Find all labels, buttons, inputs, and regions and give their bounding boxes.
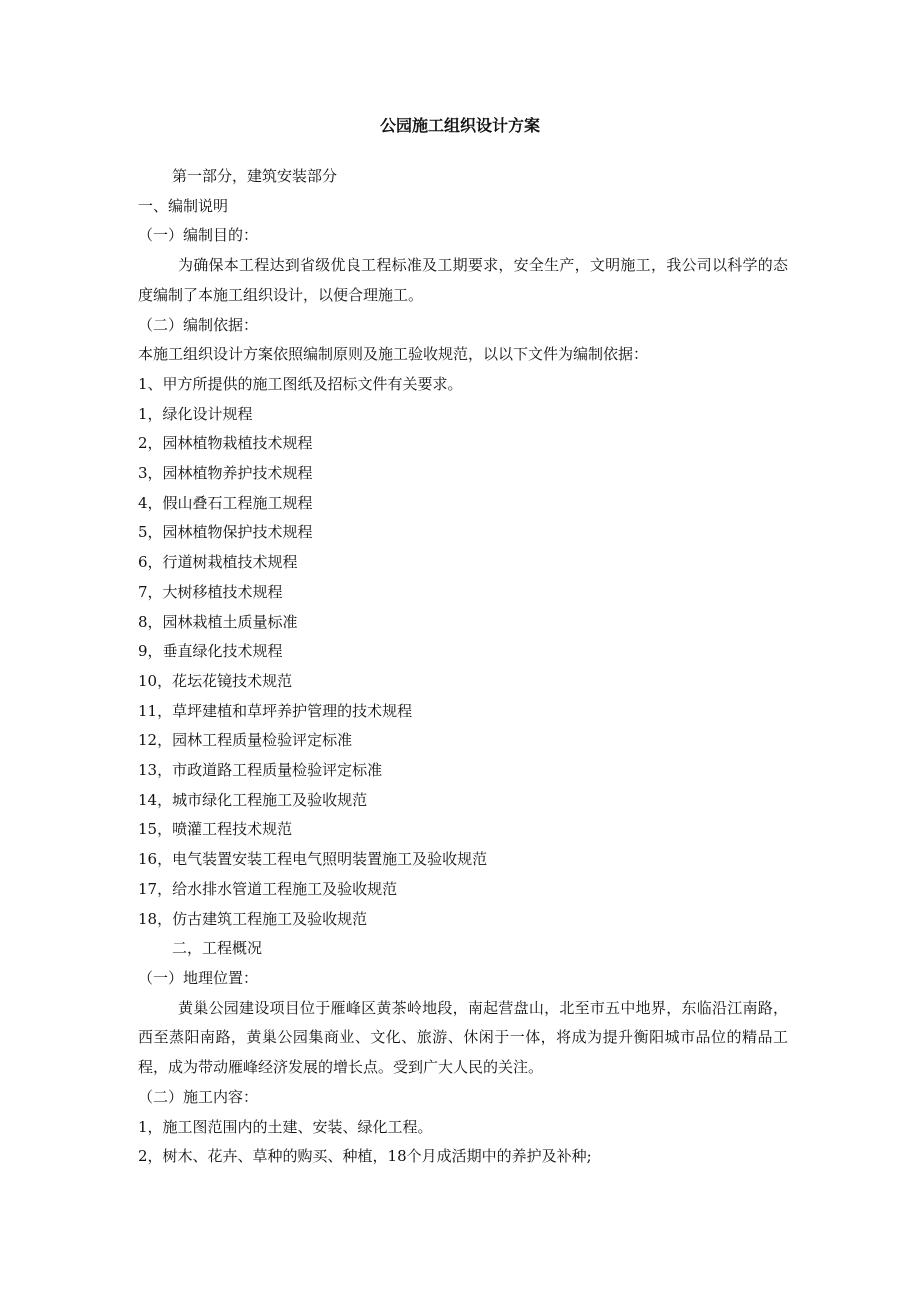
paragraph-purpose: 为确保本工程达到省级优良工程标准及工期要求，安全生产，文明施工，我公司以科学的态度编制了本施工组织设计，以便合理施工。 <box>138 256 788 304</box>
heading-project-overview: 二，工程概况 <box>172 939 263 958</box>
list-item: 17，给水排水管道工程施工及验收规范 <box>138 879 398 898</box>
list-item: 18，仿古建筑工程施工及验收规范 <box>138 909 368 928</box>
list-item: 12，园林工程质量检验评定标准 <box>138 731 353 750</box>
list-item: 2，园林植物栽植技术规程 <box>138 434 313 453</box>
list-item: 15，喷灌工程技术规范 <box>138 820 293 839</box>
list-item: 2，树木、花卉、草种的购买、种植，18个月成活期中的养护及补种; <box>138 1147 592 1166</box>
list-item: 5，园林植物保护技术规程 <box>138 523 313 542</box>
subheading-purpose: （一）编制目的： <box>138 226 259 245</box>
document-title: 公园施工组织设计方案 <box>379 116 540 135</box>
list-item: 13，市政道路工程质量检验评定标准 <box>138 761 383 780</box>
subheading-location: （一）地理位置： <box>138 968 259 987</box>
list-item: 1，绿化设计规程 <box>138 404 253 423</box>
list-item: 16，电气装置安装工程电气照明装置施工及验收规范 <box>138 850 488 869</box>
document-body <box>138 162 788 1172</box>
paragraph-location: 黄巢公园建设项目位于雁峰区黄茶岭地段，南起营盘山，北至市五中地界，东临沿江南路，西至蒸阳南路，黄巢公园集商业、文化、旅游、休闲于一体，将成为提升衡阳城市品位的精品工程，成为带动雁峰经济发展的增长点。受到广大人民的关注。 <box>138 998 788 1077</box>
list-item: 6，行道树栽植技术规程 <box>138 553 298 572</box>
list-item: 11，草坪建植和草坪养护管理的技术规程 <box>138 701 413 720</box>
list-item: 7，大树移植技术规程 <box>138 582 283 601</box>
list-item: 14，城市绿化工程施工及验收规范 <box>138 790 368 809</box>
list-item: 4，假山叠石工程施工规程 <box>138 493 313 512</box>
subheading-scope: （二）施工内容： <box>138 1087 259 1106</box>
list-item: 1，施工图范围内的土建、安装、绿化工程。 <box>138 1117 433 1136</box>
list-item: 3，园林植物养护技术规程 <box>138 464 313 483</box>
paragraph-basis-intro: 本施工组织设计方案依照编制原则及施工验收规范，以以下文件为编制依据： <box>138 345 649 364</box>
list-item: 8，园林栽植土质量标准 <box>138 612 298 631</box>
heading-compile-notes: 一、编制说明 <box>138 196 229 215</box>
list-item: 9，垂直绿化技术规程 <box>138 642 283 661</box>
list-item: 1、甲方所提供的施工图纸及招标文件有关要求。 <box>138 374 463 393</box>
subheading-basis: （二）编制依据： <box>138 315 259 334</box>
list-item: 10，花坛花镜技术规范 <box>138 671 293 690</box>
section-part-one: 第一部分，建筑安装部分 <box>172 167 338 185</box>
